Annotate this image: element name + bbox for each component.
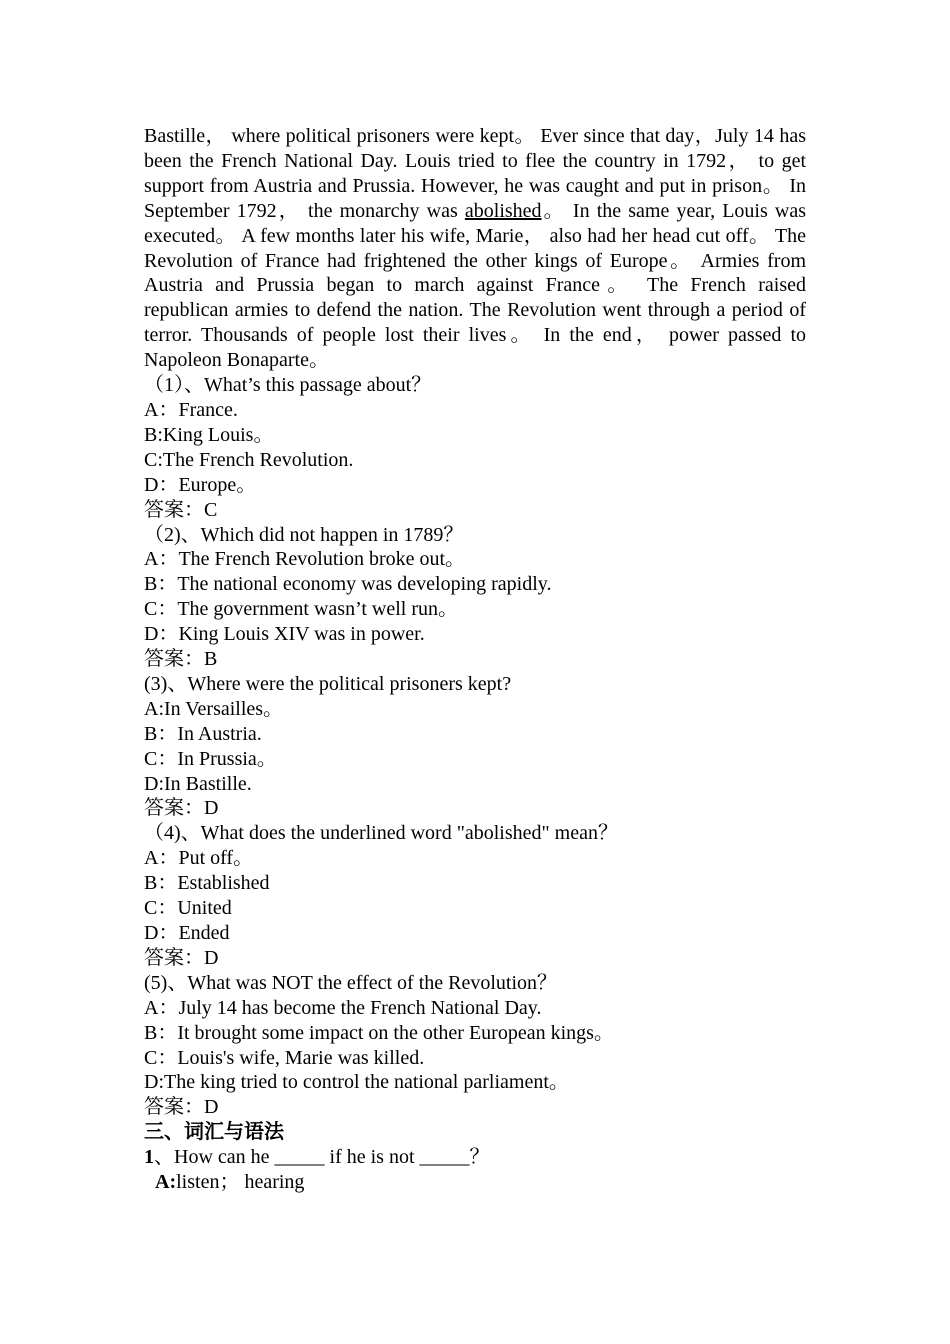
vocab-option-a — [144, 1170, 806, 1195]
question-text: (5)、What was NOT the effect of the Revolution？ — [144, 971, 558, 994]
section-heading: 三、词汇与语法 — [144, 1121, 284, 1144]
question-4 — [144, 821, 806, 970]
question-text: 、How can he _____ if he is not _____？ — [154, 1146, 490, 1169]
option-b: B:King Louis。 — [144, 423, 274, 446]
option-d: D:The king tried to control the national parliament。 — [144, 1071, 569, 1094]
option-c: C：United — [144, 897, 232, 920]
option-b: B：Established — [144, 872, 270, 895]
option-c: C：In Prussia。 — [144, 747, 277, 770]
question-text: （4)、What does the underlined word "abolished" mean？ — [144, 822, 618, 845]
reading-passage — [144, 124, 806, 373]
question-number: 1 — [144, 1146, 154, 1169]
option-a: A：July 14 has become the French National Day. — [144, 996, 542, 1019]
option-b: B：In Austria. — [144, 722, 262, 745]
option-d: D：King Louis XIV was in power. — [144, 623, 425, 646]
question-1 — [144, 373, 806, 522]
question-text: (3)、Where were the political prisoners kept? — [144, 672, 512, 695]
option-d: D：Ended — [144, 922, 230, 944]
option-a: A：The French Revolution broke out。 — [144, 548, 466, 571]
option-c: C:The French Revolution. — [144, 448, 354, 471]
question-5 — [144, 971, 806, 1120]
answer: 答案：D — [144, 1096, 219, 1119]
option-c: C：The government wasn’t well run。 — [144, 598, 459, 621]
question-3 — [144, 672, 806, 821]
answer: 答案：D — [144, 797, 219, 820]
option-a: A：France. — [144, 398, 238, 421]
passage-text-before: Bastille， where political prisoners were kept。 Ever since that day，July 14 has been the French National Day. Louis tried to flee the country in 1792， to get support from Austria and Prussia. However, he was caught and put in prison。 In September 1792， the monarchy was — [144, 125, 806, 222]
question-2 — [144, 523, 806, 672]
question-text: （2)、Which did not happen in 1789？ — [144, 523, 464, 546]
answer: 答案：D — [144, 946, 219, 969]
option-a: A:In Versailles。 — [144, 697, 284, 720]
option-b: B：The national economy was developing rapidly. — [144, 573, 552, 596]
answer: 答案：C — [144, 498, 218, 521]
question-text: （1）、What’s this passage about？ — [144, 374, 432, 397]
option-d: D:In Bastille. — [144, 772, 252, 795]
option-letter: A: — [155, 1171, 177, 1194]
option-b: B：It brought some impact on the other European kings。 — [144, 1021, 614, 1044]
option-d: D：Europe。 — [144, 473, 257, 496]
document-page — [144, 124, 806, 1195]
answer: 答案：B — [144, 648, 218, 671]
underlined-word: abolished — [464, 199, 542, 222]
option-c: C：Louis's wife, Marie was killed. — [144, 1046, 425, 1069]
passage-text-after: 。 In the same year, Louis was executed。 A few months later his wife, Marie， also had her head cut off。 The Revolution of France had frightened the other kings of Europe。 Armies from Austria and Prussia began to march against France。 The French raised republican armies to defend the nation. The Revolution went through a period of terror. Thousands of people lost their lives。 In the end， power passed to Napoleon Bonaparte。 — [144, 199, 806, 372]
option-text: listen； hearing — [176, 1171, 305, 1194]
option-a: A：Put off。 — [144, 847, 254, 870]
vocab-question-1 — [144, 1145, 806, 1170]
